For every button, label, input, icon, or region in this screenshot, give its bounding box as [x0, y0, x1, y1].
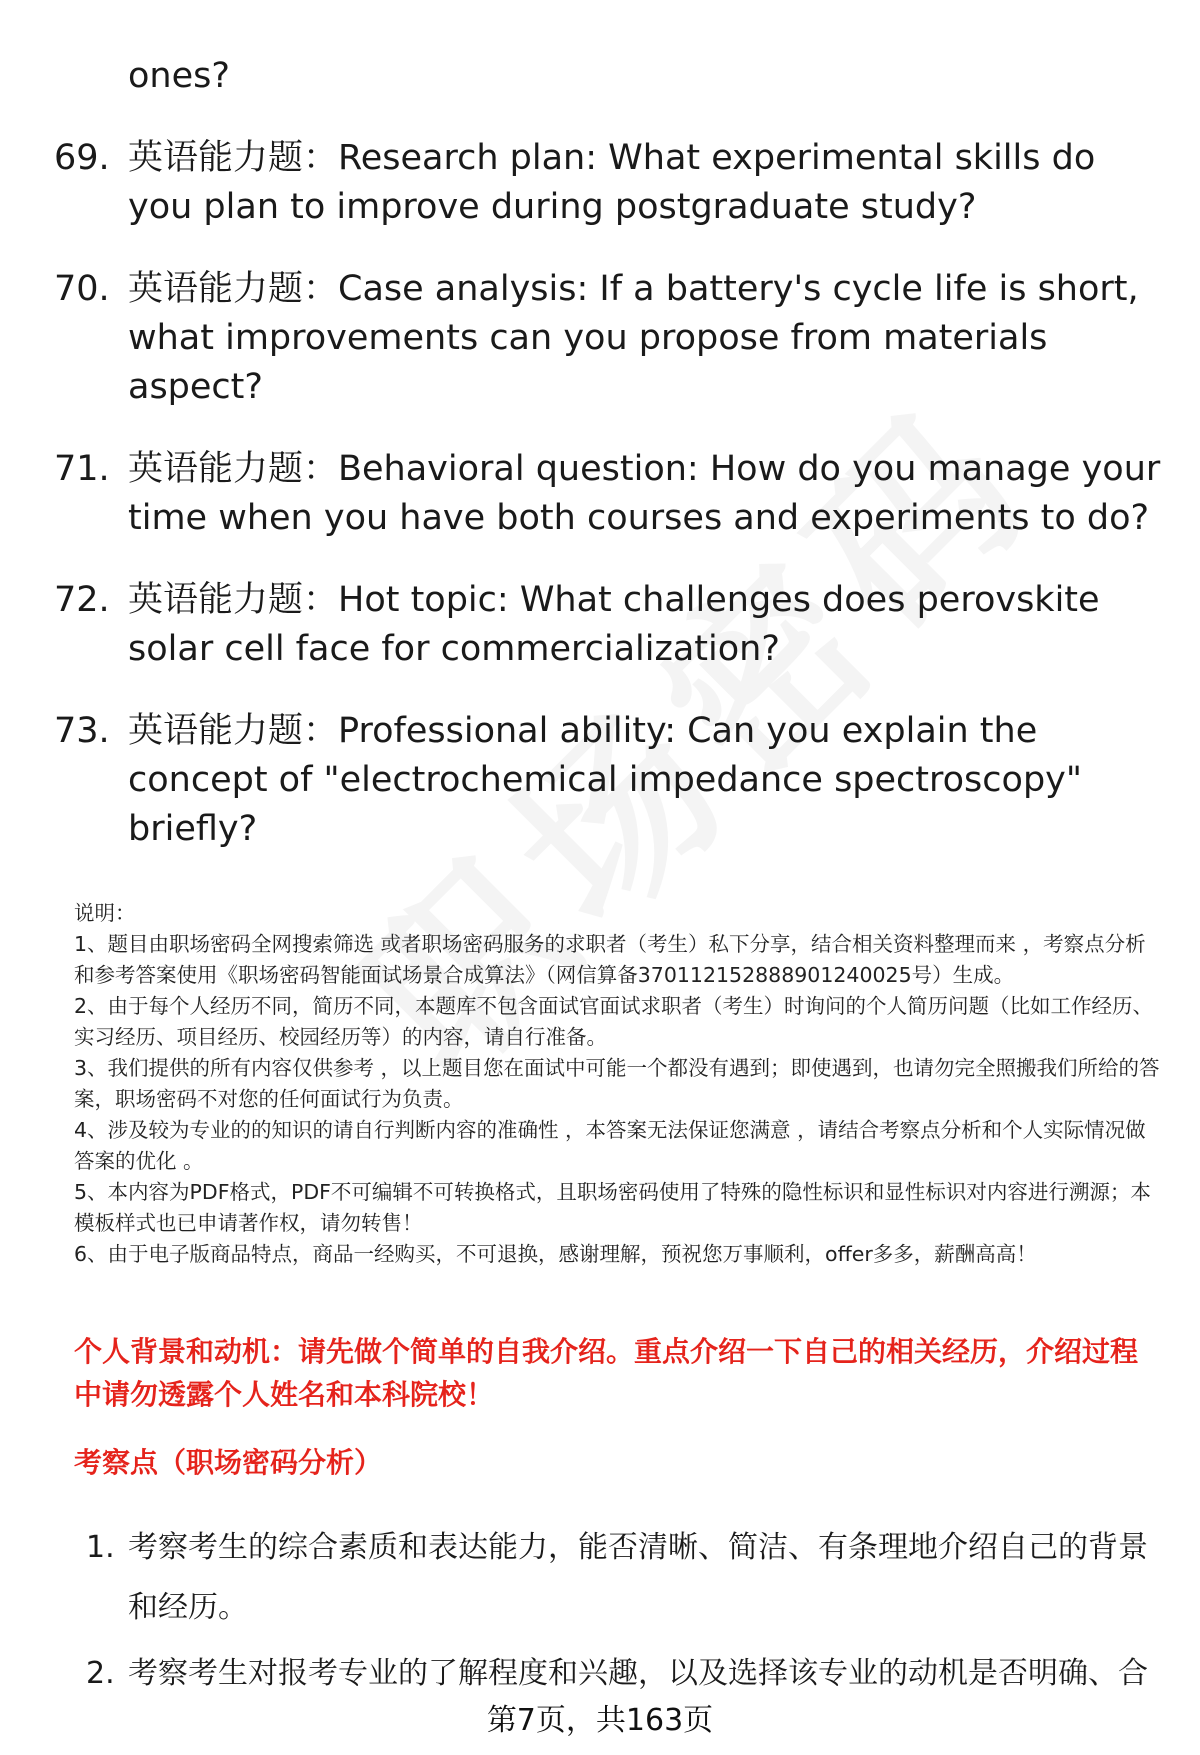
notes-title: 说明： [74, 901, 136, 925]
question-item [0, 445, 1168, 543]
section-subheading: 考察点（职场密码分析） [74, 1446, 383, 1479]
note-item: 5、本内容为PDF格式，PDF不可编辑不可转换格式，且职场密码使用了特殊的隐性标识和显性标识对内容进行溯源；本模板样式也已申请著作权，请勿转售！ [74, 1180, 1151, 1235]
question-text: 英语能力题：Research plan: What experimental skills do you plan to improve during postgraduate study? [128, 138, 1096, 227]
point-text: 考察考生的综合素质和表达能力，能否清晰、简洁、有条理地介绍自己的背景和经历。 [128, 1530, 1148, 1625]
question-text: 英语能力题：Hot topic: What challenges does perovskite solar cell face for commercialization? [128, 580, 1100, 669]
question-item [0, 265, 1168, 412]
question-item [0, 707, 1168, 854]
notes-section [74, 898, 1160, 1270]
question-text: 英语能力题：Professional ability: Can you explain the concept of "electrochemical impedance spectroscopy" briefly? [128, 711, 1082, 849]
question-item [0, 134, 1168, 232]
point-text: 考察考生对报考专业的了解程度和兴趣，以及选择该专业的动机是否明确、合 [128, 1656, 1148, 1691]
question-number: 73. [54, 711, 110, 751]
point-number: 2. [86, 1656, 115, 1691]
question-text: 英语能力题：Behavioral question: How do you manage your time when you have both courses and experiments to do? [128, 449, 1161, 538]
analysis-point [0, 1518, 1158, 1638]
note-item: 6、由于电子版商品特点，商品一经购买，不可退换，感谢理解，预祝您万事顺利，offer多多，薪酬高高！ [74, 1242, 1037, 1266]
note-item: 1、题目由职场密码全网搜索筛选 或者职场密码服务的求职者（考生）私下分享，结合相关资料整理而来 ，考察点分析和参考答案使用《职场密码智能面试场景合成算法》（网信算备370112152888901240025号）生成。 [74, 932, 1146, 987]
note-item: 3、我们提供的所有内容仅供参考 ，以上题目您在面试中可能一个都没有遇到；即使遇到，也请勿完全照搬我们所给的答案，职场密码不对您的任何面试行为负责。 [74, 1056, 1160, 1111]
question-number: 72. [54, 580, 110, 620]
question-continuation: ones? [128, 56, 230, 96]
note-item: 2、由于每个人经历不同，简历不同，本题库不包含面试官面试求职者（考生）时询问的个人简历问题（比如工作经历、实习经历、项目经历、校园经历等）的内容，请自行准备。 [74, 994, 1154, 1049]
section-heading: 个人背景和动机：请先做个简单的自我介绍。重点介绍一下自己的相关经历，介绍过程中请勿透露个人姓名和本科院校！ [74, 1335, 1139, 1411]
question-number: 69. [54, 138, 110, 178]
analysis-point [0, 1644, 1158, 1704]
note-item: 4、涉及较为专业的的知识的请自行判断内容的准确性 ，本答案无法保证您满意 ，请结合考察点分析和个人实际情况做答案的优化 。 [74, 1118, 1146, 1173]
question-list [0, 52, 1200, 887]
question-number: 70. [54, 269, 110, 309]
question-number: 71. [54, 449, 110, 489]
page-number-footer: 第7页，共163页 [486, 1703, 714, 1738]
question-text: 英语能力题：Case analysis: If a battery's cycle life is short, what improvements can you propose from materials aspect? [128, 269, 1139, 407]
question-item [0, 576, 1168, 674]
analysis-points [0, 1518, 1200, 1710]
point-number: 1. [86, 1530, 115, 1565]
